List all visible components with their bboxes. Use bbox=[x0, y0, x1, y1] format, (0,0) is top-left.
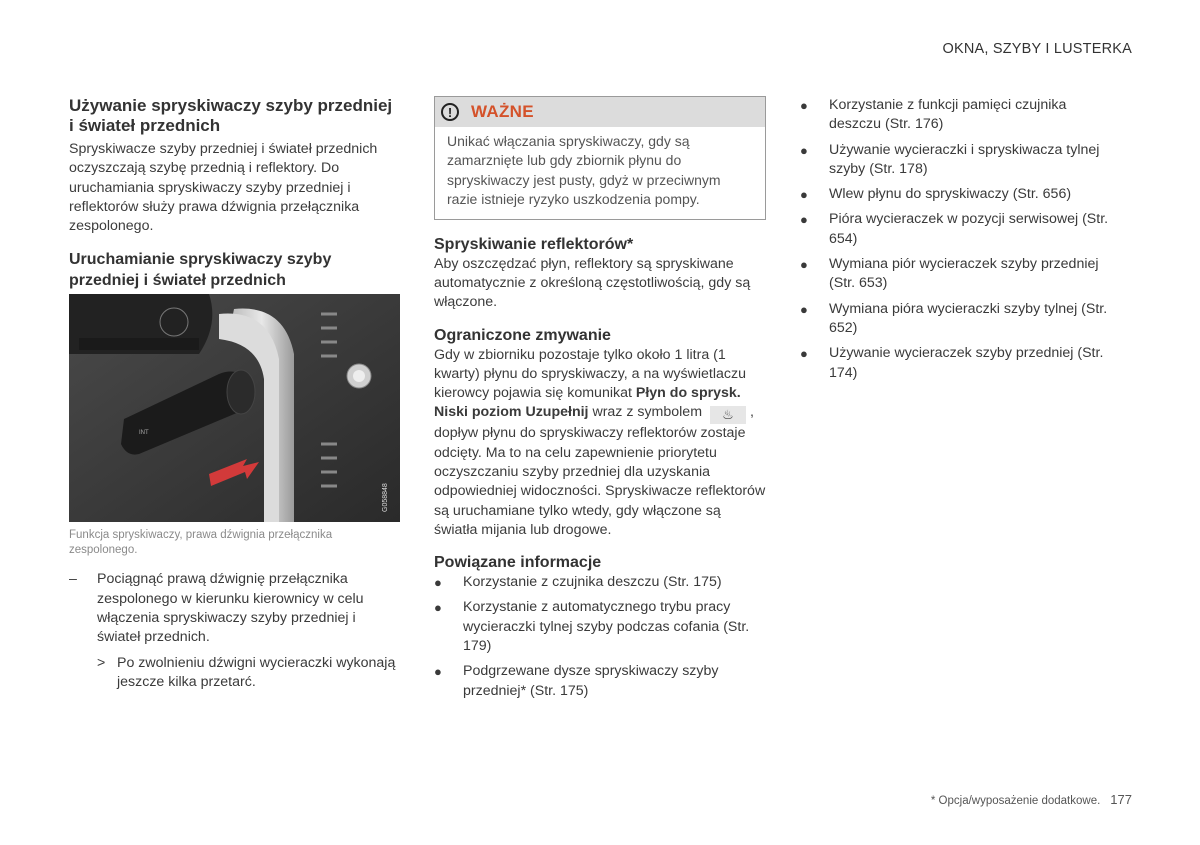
related-heading: Powiązane informacje bbox=[434, 554, 602, 572]
instruction-step bbox=[69, 570, 399, 647]
list-item-text: Wymiana piór wycieraczek szyby przedniej (Str. 653) bbox=[829, 256, 1099, 292]
list-item-text: Używanie wycieraczki i spryskiwacza tylnej szyby (Str. 178) bbox=[829, 141, 1100, 177]
right-column bbox=[800, 96, 1120, 389]
bullet: ● bbox=[800, 142, 808, 158]
bullet: ● bbox=[800, 257, 808, 273]
list-item bbox=[800, 210, 1120, 249]
limited-paragraph bbox=[434, 346, 766, 541]
wiper-stalk-figure bbox=[69, 294, 400, 522]
figure-code: G058848 bbox=[382, 483, 389, 513]
limited-heading: Ograniczone zmywanie bbox=[434, 326, 611, 344]
list-item-text: Pióra wycieraczek w pozycji serwisowej (Str. 654) bbox=[829, 211, 1109, 247]
list-item bbox=[800, 300, 1120, 339]
list-item bbox=[800, 141, 1120, 180]
exclamation-circle-icon: ! bbox=[441, 103, 459, 121]
bullet: ● bbox=[800, 301, 808, 317]
list-item-text: Korzystanie z czujnika deszczu (Str. 175) bbox=[463, 574, 722, 591]
list-item bbox=[434, 598, 766, 656]
list-item-text: Podgrzewane dysze spryskiwaczy szyby przedniej* (Str. 175) bbox=[463, 663, 719, 699]
bullet: ● bbox=[434, 664, 442, 680]
warning-title: WAŻNE bbox=[471, 102, 534, 121]
wiper-stalk-illustration bbox=[69, 294, 400, 522]
limited-text-3: , dopływ płynu do spryskiwaczy reflektorów zostaje odcięty. Ma to na celu zapewnienie priorytetu oczyszczaniu szyby przedniej dla uzyskania odpowiedniej widoczności. Spryskiwacze reflektorów są uruchamiane tylko wtedy, gdy włączone są światła mijania lub drogowe. bbox=[434, 404, 766, 538]
bullet: ● bbox=[434, 600, 442, 616]
list-item-text: Wymiana pióra wycieraczki szyby tylnej (Str. 652) bbox=[829, 300, 1108, 336]
washer-fluid-icon: ♨ bbox=[710, 406, 746, 424]
step-marker: – bbox=[69, 571, 77, 588]
bullet: ● bbox=[800, 187, 808, 203]
list-item bbox=[800, 344, 1120, 383]
bullet: ● bbox=[434, 575, 442, 591]
limited-text-2: wraz z symbolem bbox=[588, 404, 703, 421]
instruction-result bbox=[97, 654, 399, 693]
message-text: Płyn do sprysk. Niski poziom Uzupełnij bbox=[434, 385, 741, 421]
footnote: * Opcja/wyposażenie dodatkowe. bbox=[930, 795, 1101, 807]
bullet: ● bbox=[800, 212, 808, 228]
middle-column bbox=[434, 96, 766, 707]
list-item-text: Korzystanie z automatycznego trybu pracy wycieraczki tylnej szyby podczas cofania (Str. 179) bbox=[463, 599, 750, 655]
related-list bbox=[434, 573, 766, 701]
list-item bbox=[800, 185, 1120, 204]
page-number: 177 bbox=[1110, 792, 1132, 807]
warning-header bbox=[435, 97, 765, 127]
list-item bbox=[434, 573, 766, 592]
bullet: ● bbox=[800, 346, 808, 362]
result-marker: > bbox=[97, 654, 106, 671]
section-heading: Używanie spryskiwaczy szyby przedniej i świateł przednich bbox=[69, 96, 393, 135]
list-item-text: Wlew płynu do spryskiwaczy (Str. 656) bbox=[829, 186, 1072, 203]
list-item-text: Korzystanie z funkcji pamięci czujnika deszczu (Str. 176) bbox=[829, 97, 1067, 133]
list-item bbox=[800, 96, 1120, 135]
warning-text: Unikać włączania spryskiwaczy, gdy są zamarznięte lub gdy zbiornik płynu do spryskiwaczy jest pusty, gdyż w przeciwnym razie istnieje ryzyko uszkodzenia pompy. bbox=[447, 133, 721, 208]
headlamp-heading: Spryskiwanie reflektorów* bbox=[434, 235, 634, 253]
related-list-continued bbox=[800, 96, 1120, 383]
intro-paragraph: Spryskiwacze szyby przedniej i świateł przednich oczyszczają szybę przednią i reflektory. Do uruchamiania spryskiwaczy szyby przedniej i reflektorów służy prawa dźwignia przełącznika zespolonego. bbox=[69, 141, 378, 235]
limited-text-1: Gdy w zbiorniku pozostaje tylko około 1 litra (1 kwarty) płynu do spryskiwaczy, a na wyświetlaczu kierowcy pojawia się komunikat bbox=[434, 346, 746, 402]
step-text: Pociągnąć prawą dźwignię przełącznika zespolonego w kierunku kierownicy w celu włączenia spryskiwaczy szyby przedniej i świateł przednich. bbox=[97, 571, 364, 646]
warning-box bbox=[434, 96, 766, 220]
list-item bbox=[434, 662, 766, 701]
list-item-text: Używanie wycieraczek szyby przedniej (Str. 174) bbox=[829, 345, 1104, 381]
subsection-heading: Uruchamianie spryskiwaczy szyby przedniej i świateł przednich bbox=[69, 251, 332, 290]
running-header: OKNA, SZYBY I LUSTERKA bbox=[942, 41, 1132, 57]
svg-text:INT: INT bbox=[139, 430, 149, 437]
headlamp-paragraph: Aby oszczędzać płyn, reflektory są spryskiwane automatycznie z określoną częstotliwością, gdy są włączone. bbox=[434, 255, 751, 311]
figure-caption: Funkcja spryskiwaczy, prawa dźwignia przełącznika zespolonego. bbox=[69, 529, 333, 557]
left-column bbox=[69, 96, 399, 692]
page-footer bbox=[931, 792, 1132, 807]
list-item bbox=[800, 255, 1120, 294]
bullet: ● bbox=[800, 98, 808, 113]
result-text: Po zwolnieniu dźwigni wycieraczki wykonają jeszcze kilka przetarć. bbox=[117, 654, 396, 690]
